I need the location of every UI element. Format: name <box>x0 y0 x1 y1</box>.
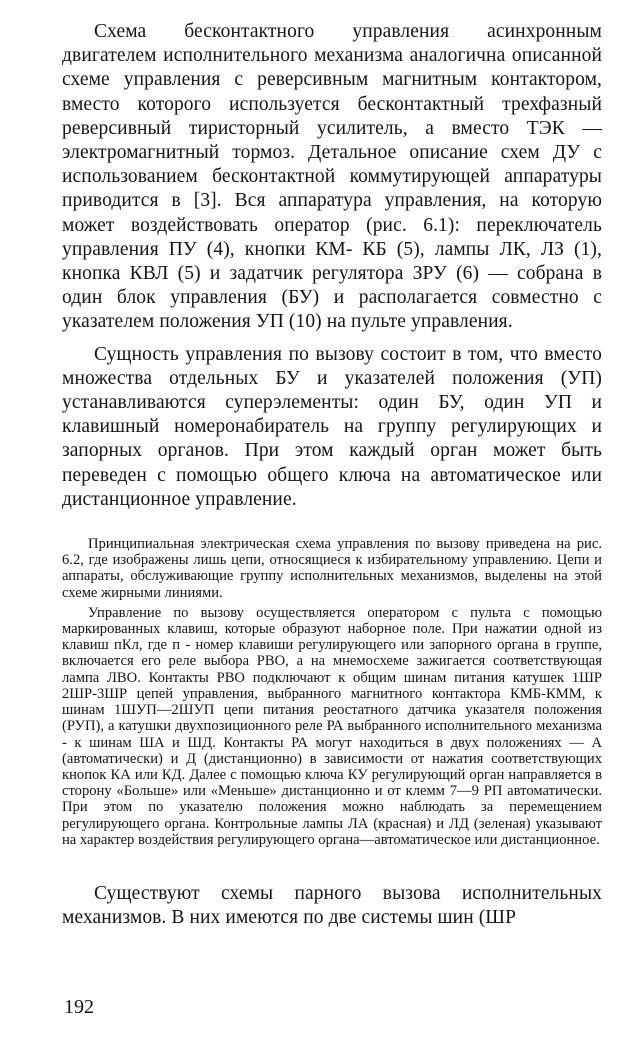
paragraph-call-control-operation: Управление по вызову осуществляется оператором с пульта с помощью маркированных клавиш, которые образуют наборное поле. При нажатии одной из клавиш пКл, где п - номер клавиши регулирующего или запорного органа в группе, включается его реле выбора РВО, а на мнемосхеме зажигается соответствующая лампа ЛВО. Контакты РВО подключают к общим шинам питания катушек 1ШР 2ШР-3ШР цепей управления, выбранного магнитного контактора КМБ-КММ, к шинам 1ШУП—2ШУП цепи питания реостатного датчика указателя положения (РУП), а катушки двухпозиционного реле РА выбранного исполнительного механизма - к шинам ША и ШД. Контакты РА могут находиться в двух положениях — А (автоматически) и Д (дистанционно) в зависимости от нажатия соответствующих кнопок КА или КД. Далее с помощью ключа КУ регулирующий орган направляется в сторону «Больше» или «Меньше» дистанционно и от клемм 7—9 РП автоматически. При этом по указателю положения можно наблюдать за перемещением регулирующего органа. Контрольные лампы ЛА (красная) и ЛД (зеленая) указывают на характер воздействия регулирующего органа—автоматическое или дистанционное. <box>62 604 602 848</box>
paragraph-contactless-control: Схема бесконтактного управления асинхронным двигателем исполнительного механизма аналогична описанной схеме управления с реверсивным магнитным контактором, вместо которого используется бесконтактный трехфазный реверсивный тиристорный усилитель, а вместо ТЭК — электромагнитный тормоз. Детальное описание схем ДУ с использованием бесконтактной коммутирующей аппаратуры приводится в [3]. Вся аппаратура управления, на которую может воздействовать оператор (рис. 6.1): переключатель управления ПУ (4), кнопки КМ- КБ (5), лампы ЛК, ЛЗ (1), кнопка КВЛ (5) и задатчик регулятора ЗРУ (6) — собрана в один блок управления (БУ) и располагается совместно с указателем положения УП (10) на пульте управления. <box>62 21 602 333</box>
paragraph-schematic-description: Принципиальная электрическая схема управления по вызову приведена на рис. 6.2, где изображены лишь цепи, относящиеся к избирательному управлению. Цепи и аппараты, обслуживающие группу исполнительных механизмов, выделены на этой схеме жирными линиями. <box>62 536 602 601</box>
page-number: 192 <box>64 996 94 1018</box>
page-body <box>62 20 602 930</box>
paragraph-paired-call-schemes: Существуют схемы парного вызова исполнительных механизмов. В них имеются по две системы шин (ШР <box>62 882 602 929</box>
paragraph-call-control-essence: Сущность управления по вызову состоит в том, что вместо множества отдельных БУ и указателей положения (УП) устанавливаются суперэлементы: один БУ, один УП и клавишный номеронабиратель на группу регулирующих и запорных органов. При этом каждый орган может быть переведен с помощью общего ключа на автоматическое или дистанционное управление. <box>62 343 602 510</box>
